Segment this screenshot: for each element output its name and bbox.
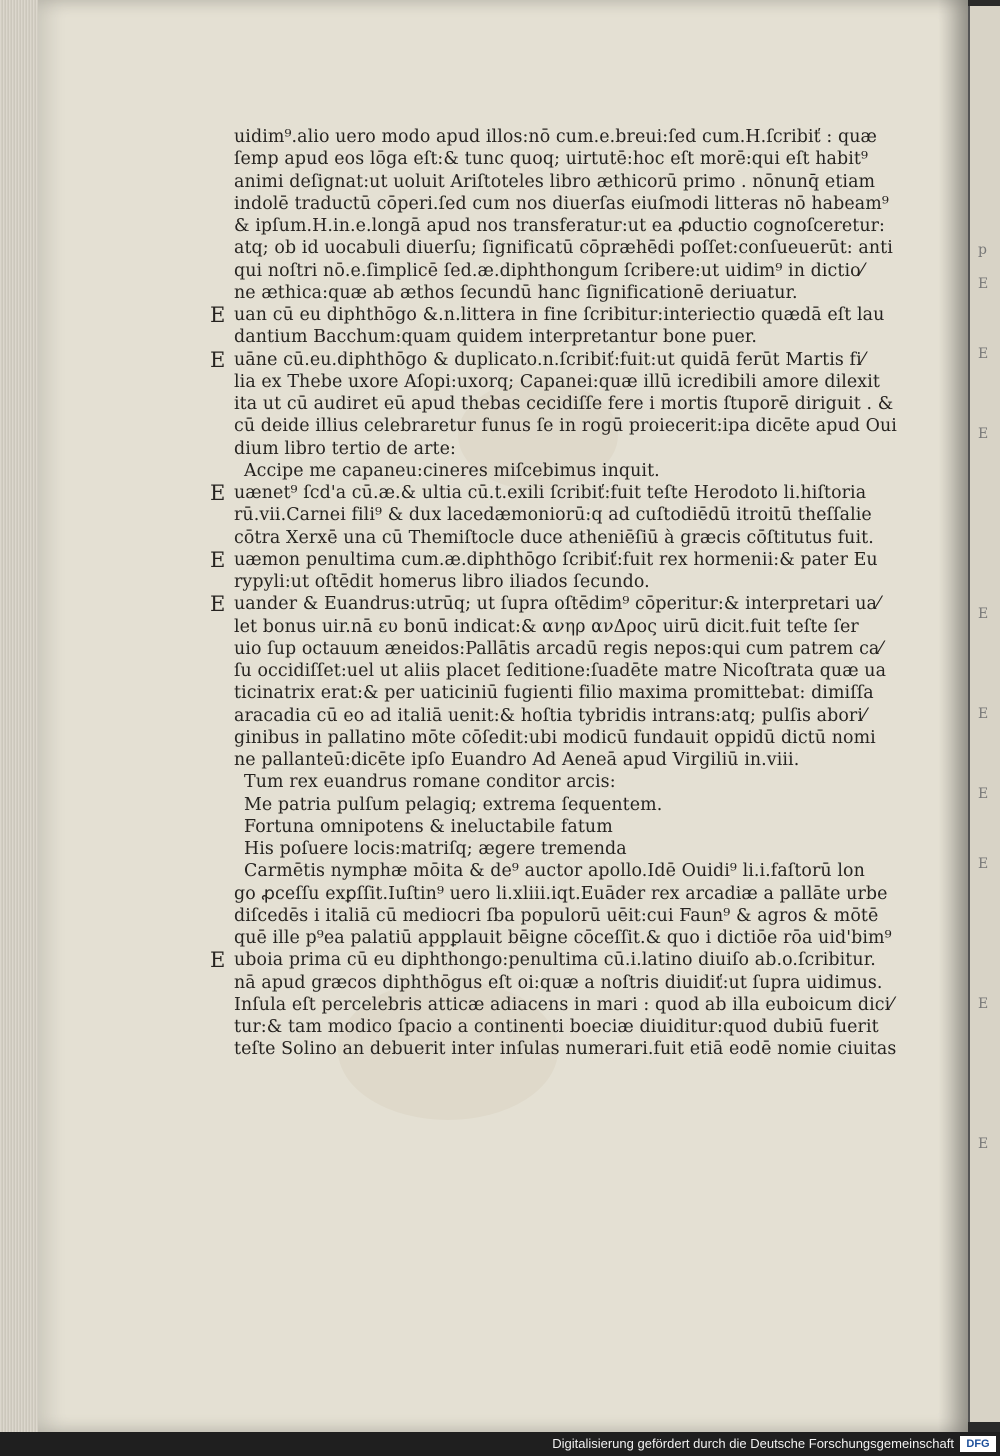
line-text: rū.vii.Carnei fili⁹ & dux lacedæmoniorū:q ad cuſtodiēdū itroitū theſſalie [234,505,872,526]
text-line [234,571,934,593]
line-text: rypyli:ut oſtēdit homerus libro iliados ſecundo. [234,572,650,592]
text-line [234,705,934,727]
line-text: Fortuna omnipotens & ineluctabile fatum [244,816,613,837]
text-line [234,171,934,193]
initial-letter: E [210,547,226,572]
line-text: go ꝓceſſu exꝑſſit.Iuſtin⁹ uero li.xliii.iqt.Euāder rex arcadiæ a pallāte urbe [234,883,888,904]
line-text: uander & Euandrus:utrūq; ut ſupra oſtēdim⁹ cōperitur:& interpretari ua⁄ [234,594,881,615]
text-line [234,838,934,860]
line-text: qui noſtri nō.e.ſimplicē ſed.æ.diphthongum ſcribere:ut uidim⁹ in dictio⁄ [234,260,864,281]
page-stack-edge [0,0,42,1432]
line-text: tur:& tam modico ſpacio a continenti boeciæ diuiditur:quod dubiū fuerit [234,1017,879,1037]
text-line [234,1038,934,1060]
line-text: atq; ob id uocabuli diuerſu; ſignificatū cōpræhēdi poſſet:conſueuerūt: anti [234,238,893,259]
text-line [234,638,934,660]
line-text: Me patria pulſum pelagiq; extrema ſequentem. [244,794,663,815]
text-line [234,527,934,549]
facing-page-fragment: E [978,706,989,722]
text-line [234,905,934,927]
text-line [234,660,934,682]
line-text: indolē traductū cōperi.ſed cum nos diuerſas eiuſmodi litteras nō habeam⁹ [234,193,889,214]
text-line [234,460,934,482]
dfg-logo-text: DFG [966,1438,990,1450]
line-text: uænet⁹ ſcd'a cū.æ.& ultia cū.t.exili ſcribiť:fuit teſte Herodoto li.hiſtoria [234,483,867,503]
text-line [234,193,934,215]
facing-page-edge [968,6,1000,1422]
facing-page-fragment: E [978,856,989,872]
text-line [210,303,934,327]
text-line [234,860,934,882]
text-line [210,547,934,572]
text-line [210,347,934,372]
line-text: & ipſum.H.in.e.longā apud nos transferatur:ut ea ꝓductio cognoſceretur: [234,216,886,236]
line-text: ita ut cū audiret eū apud thebas cecidiſſe fere i mortis ſtuporē diriguit . & [234,394,894,414]
text-line [210,948,934,973]
text-line [210,481,934,505]
text-line [234,682,934,704]
initial-letter: E [210,303,226,327]
text-line [234,371,934,393]
dfg-logo[interactable] [960,1436,996,1452]
line-text: uidim⁹.alio uero modo apud illos:nō cum.e.breui:ſed cum.H.ſcribiť : quæ [234,127,877,147]
line-text: ticinatrix erat:& per uaticiniū fugienti filio maxima promittebat: dimiſſa [234,683,874,704]
line-text: aracadia cū eo ad italiā uenit:& hoſtia tybridis intrans:atq; pulſis abori⁄ [234,705,866,726]
text-line [234,215,934,237]
facing-page-fragment: p [978,242,987,258]
line-text: animi deſignat:ut uoluit Ariſtoteles libro æthicorū primo . nōnunq̄ etiam [234,171,876,192]
line-text: ne æthica:quæ ab æthos ſecundū hanc ſignificationē deriuatur. [234,282,798,303]
text-line [234,438,934,460]
text-line [234,749,934,771]
line-text: cū deide illius celebraretur funus ſe in rogū proiecerit:ipa dicēte apud Oui [234,416,897,437]
footer-bar [0,1432,1000,1456]
facing-page-fragment: E [978,276,989,292]
text-line [234,393,934,415]
line-text: uæmon penultima cum.æ.diphthōgo ſcribiť:fuit rex hormenii:& pater Eu [234,549,878,570]
line-text: cōtra Xerxē una cū Themiſtocle duce atheniēſiū à græcis cōſtitutus fuit. [234,527,874,548]
line-text: teſte Solino an debuerit inter inſulas numerari.fuit etiā eodē nomie ciuitas [234,1039,897,1060]
text-line [234,126,934,148]
line-text: lia ex Thebe uxore Aſopi:uxorq; Capanei:quæ illū icredibili amore dilexit [234,371,880,392]
text-line [234,816,934,838]
line-text: uāne cū.eu.diphthōgo & duplicato.n.ſcribiť:fuit:ut quidā ferūt Martis fi⁄ [234,349,865,370]
line-text: Tum rex euandrus romane conditor arcis: [244,772,616,793]
text-line [234,794,934,816]
initial-letter: E [210,592,226,617]
line-text: Carmētis nymphæ mōita & de⁹ auctor apollo.Idē Ouidi⁹ li.i.faſtorū lon [244,861,865,882]
line-text: ſemp apud eos lōga eſt:& tunc quoq; uirtutē:hoc eſt morē:qui eſt habit⁹ [234,149,869,170]
text-line [234,1016,934,1038]
text-line [234,994,934,1016]
text-line [234,237,934,259]
text-line [234,883,934,905]
text-line [234,326,934,348]
line-text: quē ille p⁹ea palatiū appꝑlauit bēigne cōceſſit.& quo i dictiōe rōa uid'bim⁹ [234,928,892,948]
line-text: dantium Bacchum:quam quidem interpretantur bone puer. [234,327,758,348]
text-line [234,927,934,949]
initial-letter: E [210,347,226,372]
text-line [234,148,934,170]
line-text: uio ſup octauum æneidos:Pallātis arcadū regis nepos:qui cum patrem ca⁄ [234,638,883,659]
facing-page-fragment: E [978,606,989,622]
text-line [210,592,934,617]
text-line [234,727,934,749]
text-line [234,504,934,526]
line-text: dium libro tertio de arte: [234,438,456,459]
initial-letter: E [210,481,226,505]
line-text: His poſuere locis:matriſq; ægere tremenda [244,839,627,859]
line-text: ne pallanteū:dicēte ipſo Euandro Ad Aeneā apud Virgiliū in.viii. [234,750,800,770]
facing-page-fragment: E [978,426,989,442]
facing-page-fragment: E [978,786,989,802]
text-line [234,616,934,638]
line-text: nā apud græcos diphthōgus eſt oi:quæ a noſtris diuidiť:ut ſupra uidimus. [234,972,883,993]
line-text: ginibus in pallatino mōte cōſedit:ubi modicū fundauit oppidū dictū nomi [234,727,876,748]
initial-letter: E [210,948,226,973]
line-text: uboia prima cū eu diphthongo:penultima cū.i.latino diuiſo ab.o.ſcribitur. [234,950,876,971]
line-text: Accipe me capaneu:cineres miſcebimus inquit. [244,460,660,481]
text-line [234,260,934,282]
text-column [210,126,934,1061]
line-text: let bonus uir.nā ευ bonū indicat:& ανηρ ανΔρος uirū dicit.fuit teſte ſer [234,616,859,637]
text-line [234,972,934,994]
facing-page-fragment: E [978,1136,989,1152]
line-text: diſcedēs i italiā cū mediocri ſba populorū uēit:cui Faun⁹ & agros & mōtē [234,905,879,926]
line-text: Inſula eſt percelebris atticæ adiacens in mari : quod ab illa euboicum dici⁄ [234,994,894,1015]
facing-page-fragment: E [978,346,989,362]
line-text: ſu occidiſſet:uel ut aliis placet ſeditione:ſuadēte matre Nicoſtrata quæ ua [234,661,887,681]
text-line [234,415,934,437]
text-line [234,282,934,304]
line-text: uan cū eu diphthōgo &.n.littera in fine ſcribitur:interiectio quædā eſt lau [234,305,885,325]
text-line [234,771,934,793]
facing-page-fragment: E [978,996,989,1012]
footer-credit: Digitalisierung gefördert durch die Deutsche Forschungsgemeinschaft [552,1436,954,1451]
